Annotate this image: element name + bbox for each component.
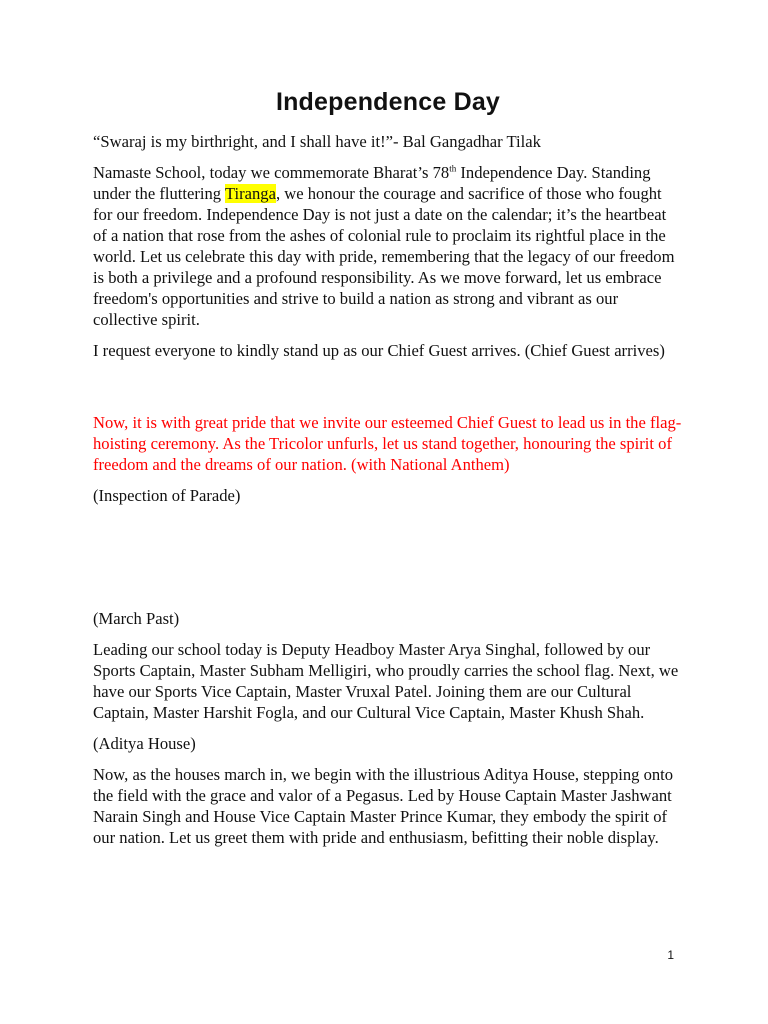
blank-space bbox=[93, 516, 683, 608]
inspection-heading: (Inspection of Parade) bbox=[93, 486, 241, 505]
page-title: Independence Day bbox=[275, 88, 501, 116]
intro-text-1: Namaste School, today we commemorate Bharat’s 78 bbox=[93, 163, 450, 182]
intro-paragraph bbox=[93, 162, 683, 330]
chief-guest-paragraph: I request everyone to kindly stand up as our Chief Guest arrives. (Chief Guest arrives) bbox=[93, 341, 665, 360]
aditya-house-paragraph: Now, as the houses march in, we begin with the illustrious Aditya House, stepping onto the field with the grace and valor of a Pegasus. Led by House Captain Master Jashwant Narain Singh and House Vice Captain Master Prince Kumar, they embody the spirit of our nation. Let us greet them with pride and enthusiasm, befitting their noble display. bbox=[93, 765, 674, 847]
march-past-heading: (March Past) bbox=[93, 609, 180, 628]
leaders-paragraph: Leading our school today is Deputy Headboy Master Arya Singhal, followed by our Sports Captain, Master Subham Melligiri, who proudly carries the school flag. Next, we have our Sports Vice Captain, Master Vruxal Patel. Joining them are our Cultural Captain, Master Harshit Fogla, and our Cultural Vice Captain, Master Khush Shah. bbox=[93, 640, 679, 722]
blank-space bbox=[93, 371, 683, 412]
highlighted-word: Tiranga bbox=[224, 184, 276, 203]
aditya-house-heading: (Aditya House) bbox=[93, 734, 196, 753]
flag-hoisting-paragraph: Now, it is with great pride that we invite our esteemed Chief Guest to lead us in the flag-hoisting ceremony. As the Tricolor unfurls, let us stand together, honouring the spirit of freedom and the dreams of our nation. (with National Anthem) bbox=[93, 413, 682, 474]
page-number: 1 bbox=[667, 948, 674, 962]
ordinal-superscript: th bbox=[449, 163, 457, 174]
document-page bbox=[93, 88, 683, 858]
intro-text-3: , we honour the courage and sacrifice of those who fought for our freedom. Independence Day is not just a date on the calendar; it’s the heartbeat of a nation that rose from the ashes of colonial rule to proclaim its rightful place in the world. Let us celebrate this day with pride, remembering that the legacy of our freedom is both a privilege and a profound responsibility. As we move forward, let us embrace freedom's opportunities and strive to build a nation as strong and vibrant as our collective spirit. bbox=[93, 184, 675, 329]
quote-paragraph: “Swaraj is my birthright, and I shall have it!”- Bal Gangadhar Tilak bbox=[93, 132, 541, 151]
intro-text-2: Independence Day. Standing under the fluttering bbox=[93, 163, 651, 203]
